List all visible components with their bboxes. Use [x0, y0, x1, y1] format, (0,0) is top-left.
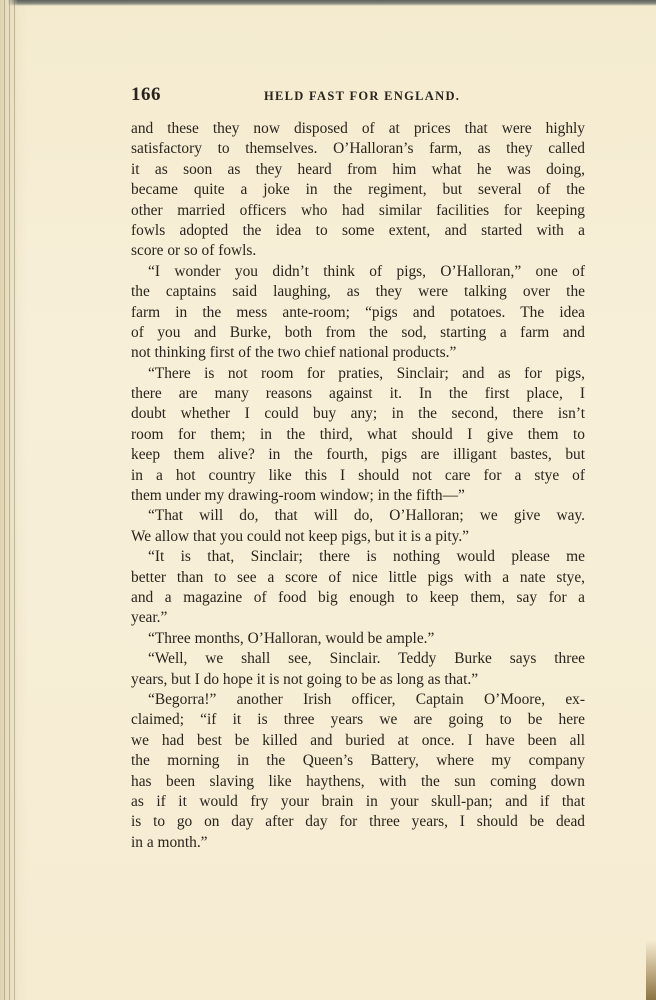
text-line: and these they now disposed of at prices that were highly	[131, 120, 585, 137]
text-line: became quite a joke in the regiment, but several of the	[131, 181, 585, 199]
text-line: and a magazine of food big enough to keep them, say for a	[131, 588, 585, 606]
top-edge-rule	[0, 0, 656, 6]
text-line: “It is that, Sinclair; there is nothing would please me	[148, 548, 585, 566]
text-line: in a hot country like this I should not care for a stye of	[131, 466, 585, 484]
text-line: room for them; in the third, what should I give them to	[131, 425, 585, 443]
text-line: score or so of fowls.	[131, 242, 257, 260]
text-line: “That will do, that will do, O’Halloran; we give way.	[148, 507, 585, 525]
text-line: “Three months, O’Halloran, would be ample.”	[148, 629, 435, 647]
text-line: “There is not room for praties, Sinclair; and as for pigs,	[148, 364, 585, 382]
page-number: 166	[131, 84, 161, 105]
text-line: the morning in the Queen’s Battery, where my company	[131, 752, 585, 770]
text-line: the captains said laughing, as they were talking over the	[131, 283, 585, 301]
text-line: there are many reasons against it. In the first place, I	[131, 385, 585, 403]
text-line: them under my drawing-room window; in the fifth—”	[131, 487, 465, 505]
text-line: not thinking first of the two chief national products.”	[131, 344, 457, 362]
text-line: is to go on day after day for three years, I should be dead	[131, 813, 585, 831]
text-line: “Begorra!” another Irish officer, Captain O’Moore, ex-	[148, 690, 585, 708]
text-line: years, but I do hope it is not going to be as long as that.”	[131, 670, 479, 688]
text-line: doubt whether I could buy any; in the second, there isn’t	[131, 405, 585, 423]
text-line: it as soon as they heard from him what he was doing,	[131, 160, 585, 178]
text-line: has been slaving like haythens, with the sun coming down	[131, 772, 585, 790]
body-text	[131, 119, 585, 853]
text-line: satisfactory to themselves. O’Halloran’s farm, as they called	[131, 140, 585, 158]
text-line: claimed; “if it is three years we are going to be here	[131, 711, 585, 729]
text-line: fowls adopted the idea to some extent, and started with a	[131, 221, 585, 239]
gutter-line	[9, 0, 10, 1000]
running-head: HELD FAST FOR ENGLAND.	[264, 89, 461, 103]
text-line: in a month.”	[131, 833, 208, 851]
page-corner-mark	[646, 940, 656, 1000]
text-line: “Well, we shall see, Sinclair. Teddy Burke says three	[148, 650, 585, 668]
gutter-line	[14, 0, 15, 1000]
text-line: “I wonder you didn’t think of pigs, O’Halloran,” one of	[148, 262, 585, 280]
gutter-line	[4, 0, 5, 1000]
text-line: better than to see a score of nice little pigs with a nate stye,	[131, 568, 585, 586]
text-line: as if it would fry your brain in your skull-pan; and if that	[131, 792, 585, 810]
text-line: farm in the mess ante-room; “pigs and potatoes. The idea	[131, 303, 585, 321]
text-line: We allow that you could not keep pigs, but it is a pity.”	[131, 527, 470, 545]
text-line: year.”	[131, 609, 168, 627]
text-line: keep them alive? in the fourth, pigs are illigant bastes, but	[131, 446, 585, 464]
text-line: of you and Burke, both from the sod, starting a farm and	[131, 323, 585, 341]
page-header	[131, 84, 585, 106]
text-line: we had best be killed and buried at once. I have been all	[131, 731, 585, 749]
text-line: other married officers who had similar facilities for keeping	[131, 201, 585, 219]
